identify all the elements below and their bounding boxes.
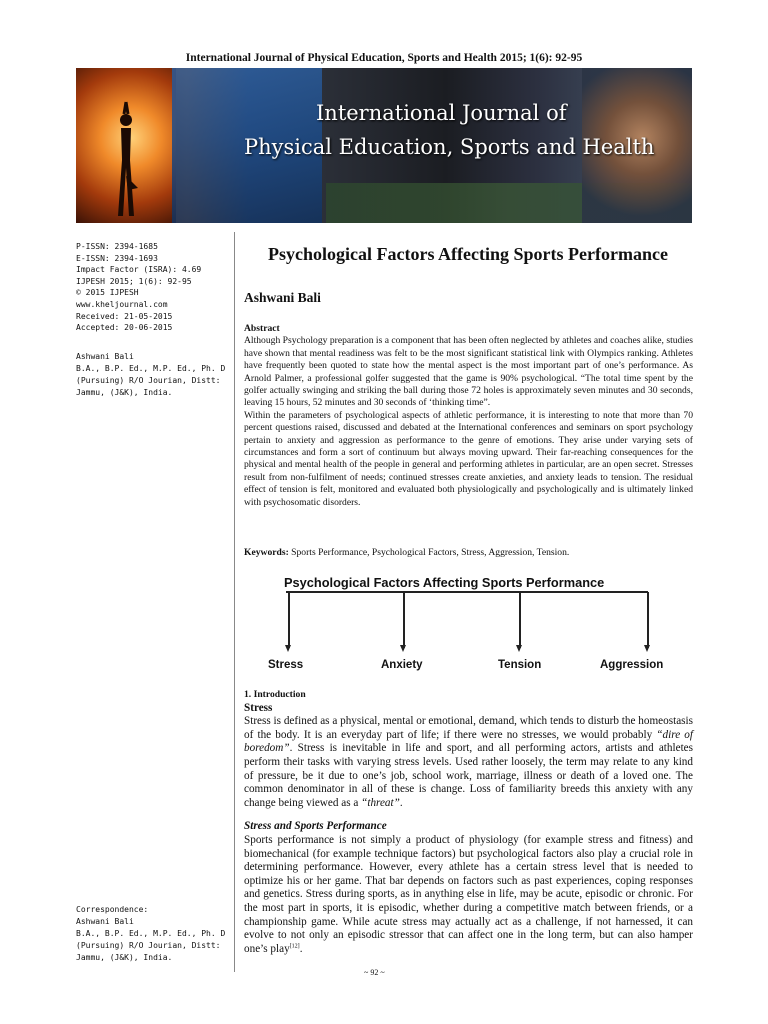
abstract-paragraph-1: Although Psychology preparation is a component that has been often neglected by athletes and coaches alike, studies have shown that mental readiness was felt to be the most significant statistical link with Olympics ranking. Athletes have frequently been quoted to state how the mental aspect is the most important part of one’s performance. As Arnold Palmer, a professional golfer suggested that the game is 90% psychological. “The total time spent by the golfer actually swinging and striking the ball during those 72 holes is approximately seven minutes and 30 seconds, leaving 15 hours, 52 minutes and 30 seconds of ‘thinking time”. xyxy=(244,335,693,409)
p-issn: P-ISSN: 2394-1685 xyxy=(76,242,158,251)
journal-title-line1: International Journal of xyxy=(316,101,567,125)
citation-ref[interactable]: [12] xyxy=(289,942,300,949)
accepted-date: Accepted: 20-06-2015 xyxy=(76,323,173,333)
abstract-paragraph-2: Within the parameters of psychological aspects of athletic performance, it is interesting to note that more than 70 percent questions raised, discussed and debated at the International conferences and seminars on sport psychology pertain to anxiety and aggression as performance to the genre of emotions. They arise under varying sets of circumstances and form a sort of continuum but always moving upward. Their far-reaching consequences for the physical and mental health of the people in general and performing athletes in particular, are an open secret. Stresses result from non-fulfilment of needs; continued stresses create anxieties, and anxiety leads to tension. The residual effect of tension is felt, monitored and evaluated both physiologically and psychologically and is ultimately linked with psychosomatic disorders. xyxy=(244,409,693,508)
correspondence-label: Correspondence: xyxy=(76,905,149,914)
copyright: © 2015 IJPESH xyxy=(76,288,139,298)
diagram-item-stress: Stress xyxy=(268,659,304,671)
article-meta xyxy=(76,241,226,334)
arrow-down-icon xyxy=(285,645,291,652)
received-date: Received: 21-05-2015 xyxy=(76,311,173,321)
affiliation-line2: B.A., B.P. Ed., M.P. Ed., Ph. D xyxy=(76,364,226,373)
column-divider xyxy=(234,232,235,972)
correspondence xyxy=(76,904,236,964)
yoga-silhouette-icon xyxy=(104,98,148,218)
paper-title: Psychological Factors Affecting Sports Performance xyxy=(268,244,668,264)
diagram-connector xyxy=(519,592,521,648)
body-paragraph-1: Stress is defined as a physical, mental or emotional, demand, which tends to disturb the homeostasis of the body. It is an everyday part of life; if there were no stresses, we would probably “dire of boredom”. Stress is inevitable in life and sport, and all performing actors, artists and athletes perform their tasks with varying stress levels. Used rather loosely, the term may relate to any kind of pressure, be it due to one’s job, school work, marriage, illness or death of a loved one. The common denominator in all of these is change. Loss of familiarity breeds this anxiety with any change being viewed as a “threat”. xyxy=(244,715,693,809)
diagram-item-anxiety: Anxiety xyxy=(381,659,423,671)
page-number: ~ 92 ~ xyxy=(364,968,385,977)
correspondence-line3: (Pursuing) R/O Jourian, Distt: xyxy=(76,941,221,950)
article-body xyxy=(244,688,693,956)
quote: “threat” xyxy=(361,796,400,809)
abstract-heading: Abstract xyxy=(244,323,280,334)
journal-title xyxy=(244,96,684,164)
body-paragraph-2: Sports performance is not simply a product of physiology (for example stress and fitness) and biomechanical (for example technique factors) but psychological factors also play a crucial role in determining performance. However, every athlete has a certain stress level that is needed to optimize his or her game. That bar depends on factors such as past experiences, coping responses and genetics. Stress during sports, as in anything else in life, may be acute, episodic or chronic. For the most part in sports, it is episodic, whether during a competitive match between friends, or a championship game. While acute stress may actually act as a challenge, if not harnessed, it can evolve to not only an episodic stressor that can affect one in the long term, but can also hamper one’s play[12]. xyxy=(244,833,693,955)
abstract xyxy=(244,323,693,509)
correspondence-line2: B.A., B.P. Ed., M.P. Ed., Ph. D xyxy=(76,929,226,938)
impact-factor: Impact Factor (ISRA): 4.69 xyxy=(76,265,202,275)
keywords-text: Sports Performance, Psychological Factors, Stress, Aggression, Tension. xyxy=(288,547,570,558)
diagram-title: Psychological Factors Affecting Sports Performance xyxy=(284,575,605,590)
quote: “dire of boredom” xyxy=(244,728,693,755)
factors-diagram xyxy=(262,573,682,677)
arrow-down-icon xyxy=(516,645,522,652)
running-head: International Journal of Physical Education, Sports and Health 2015; 1(6): 92-95 xyxy=(185,52,583,64)
subsection-heading: Stress xyxy=(244,701,273,714)
author-affiliation xyxy=(76,351,236,399)
keywords xyxy=(244,547,693,558)
e-issn: E-ISSN: 2394-1693 xyxy=(76,253,158,263)
diagram-connector xyxy=(403,592,405,648)
affiliation-line3: (Pursuing) R/O Jourian, Distt: xyxy=(76,376,221,385)
affiliation-line4: Jammu, (J&K), India. xyxy=(76,388,173,397)
diagram-item-tension: Tension xyxy=(498,659,542,671)
keywords-label: Keywords: xyxy=(244,547,289,558)
paper-author: Ashwani Bali xyxy=(244,290,321,305)
diagram-bar xyxy=(286,591,648,593)
citation: IJPESH 2015; 1(6): 92-95 xyxy=(76,276,192,286)
subsection-heading-2: Stress and Sports Performance xyxy=(244,820,387,833)
correspondence-name: Ashwani Bali xyxy=(76,917,134,926)
journal-banner xyxy=(76,68,692,223)
journal-title-line2: Physical Education, Sports and Health xyxy=(244,135,655,159)
arrow-down-icon xyxy=(400,645,406,652)
diagram-connector xyxy=(647,592,649,648)
diagram-connector xyxy=(288,592,290,648)
section-heading: 1. Introduction xyxy=(244,689,306,700)
arrow-down-icon xyxy=(644,645,650,652)
correspondence-line4: Jammu, (J&K), India. xyxy=(76,953,173,962)
website-link[interactable]: www.kheljournal.com xyxy=(76,299,168,309)
affiliation-name: Ashwani Bali xyxy=(76,352,134,361)
diagram-item-aggression: Aggression xyxy=(600,659,664,671)
